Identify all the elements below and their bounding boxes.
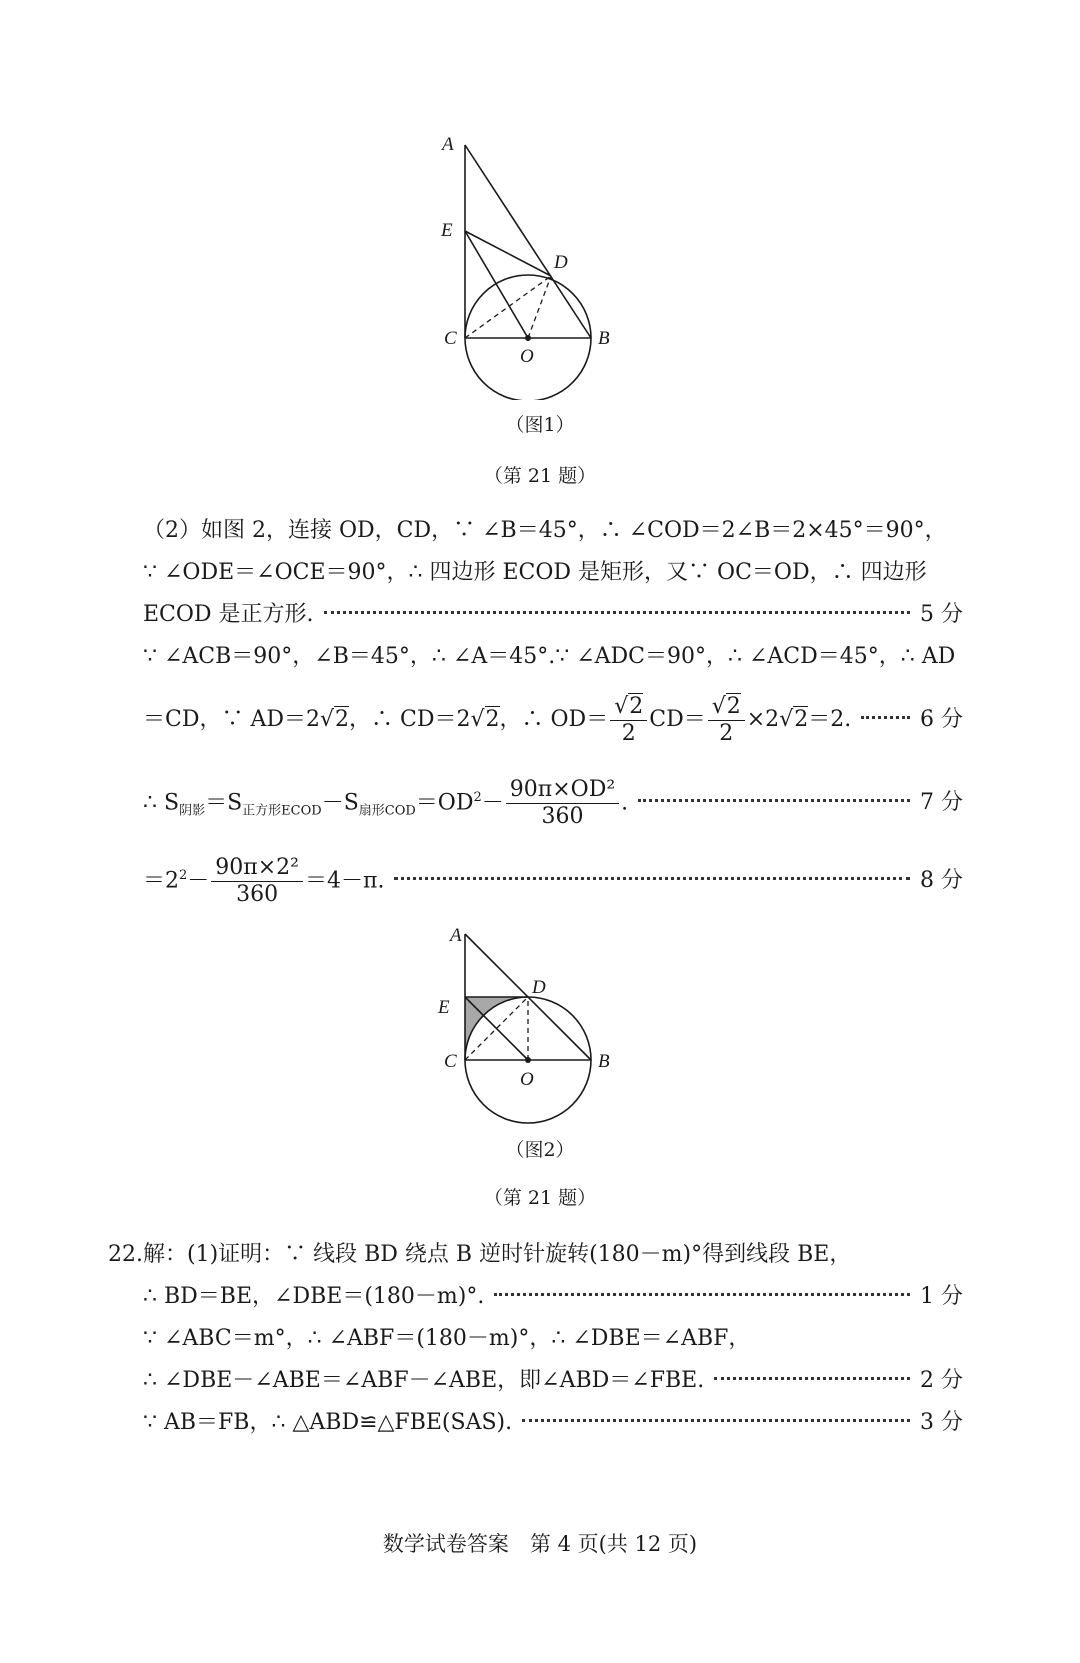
label-A: A	[450, 925, 462, 946]
figure-1-caption: （图1）	[505, 414, 575, 436]
label-B: B	[598, 328, 610, 349]
score-3: 3 分	[920, 1410, 963, 1435]
label-C: C	[444, 1051, 457, 1072]
problem-21-caption-2: （第 21 题）	[483, 1187, 597, 1209]
fraction-sqrt2-over-2: $\frac{√2}{2}$	[610, 694, 647, 747]
part2-line7-expr	[143, 846, 384, 911]
part2-line3	[143, 600, 963, 630]
figure-1-diagram	[420, 120, 640, 400]
expr-text: ，∴ OD＝	[499, 707, 609, 732]
part2-line1: （2）如图 2，连接 OD，CD，∵ ∠B＝45°，∴ ∠COD＝2∠B＝2×45°＝90°，	[143, 518, 947, 543]
fraction-sector-area	[506, 777, 619, 830]
expr-text: ＝S	[205, 790, 243, 816]
subscript: 阴影	[179, 803, 206, 819]
page-footer: 数学试卷答案 第 4 页(共 12 页)	[382, 1532, 698, 1556]
label-E: E	[438, 997, 450, 1018]
frac-num: 90π×2²	[211, 855, 303, 882]
score-2: 2 分	[920, 1368, 963, 1393]
sqrt-value: 2	[335, 707, 350, 732]
frac-den: 360	[236, 881, 279, 907]
expr-text: ×2	[746, 707, 780, 732]
expr-text: ＝4－π.	[305, 868, 385, 894]
expr-text: ∴ S	[143, 790, 180, 816]
part2-line4: ∵ ∠ACB＝90°，∠B＝45°，∴ ∠A＝45°.∵ ∠ADC＝90°，∴ ∠ACD＝45°，∴ AD	[143, 644, 956, 669]
label-C: C	[444, 328, 457, 349]
subscript: 扇形COD	[358, 803, 416, 819]
dot-leader	[714, 1377, 910, 1380]
part2-line5-expr: ＝CD，∵ AD＝2√2，∴ CD＝2√2，∴ OD＝ $\frac{√2}{2}$ CD＝ $\frac{√2}{2}$ ×2√2＝2.	[143, 693, 852, 746]
frac-num: 2	[629, 693, 644, 719]
frac-num: 2	[726, 693, 741, 719]
q22-line4	[143, 1366, 963, 1396]
dot-leader	[522, 1419, 910, 1422]
dot-leader	[394, 877, 910, 880]
score-8: 8 分	[920, 868, 963, 894]
sqrt-value: 2	[485, 707, 500, 732]
label-D: D	[532, 977, 546, 998]
fraction-sqrt2-over-2: $\frac{√2}{2}$	[708, 694, 745, 747]
figure-2	[420, 915, 640, 1125]
superscript: 2	[179, 868, 188, 883]
label-O: O	[520, 346, 534, 367]
expr-text: ，∴ CD＝2	[349, 707, 471, 732]
fraction-sector-value	[211, 855, 303, 908]
score-1: 1 分	[920, 1284, 963, 1309]
part2-line3-text: ECOD 是正方形.	[143, 602, 314, 627]
part2-line7	[143, 846, 963, 911]
part2-line5	[143, 690, 963, 750]
dot-leader	[638, 799, 910, 802]
score-7: 7 分	[920, 790, 963, 816]
figure-2-caption: （图2）	[505, 1139, 575, 1161]
expr-text: ＝CD，∵ AD＝2	[143, 707, 320, 732]
expr-text: －	[187, 868, 210, 894]
frac-den: 2	[719, 720, 734, 746]
expr-text: ＝2.	[808, 707, 852, 732]
superscript: 2	[473, 790, 482, 805]
expr-text: －S	[321, 790, 359, 816]
part2-line6-expr	[143, 768, 628, 842]
expr-text: .	[621, 790, 629, 816]
label-E: E	[441, 220, 453, 241]
expr-text: CD＝	[649, 707, 706, 732]
q22-line1: 22.解：(1)证明：∵ 线段 BD 绕点 B 逆时针旋转(180－m)°得到线段 BE，	[108, 1242, 852, 1267]
label-A: A	[442, 134, 454, 155]
label-B: B	[598, 1051, 610, 1072]
label-D: D	[554, 252, 568, 273]
q22-line2-text: ∴ BD＝BE，∠DBE＝(180－m)°.	[143, 1284, 485, 1309]
expr-text: －	[481, 790, 504, 816]
subscript: 正方形ECOD	[242, 803, 322, 819]
q22-line2	[143, 1282, 963, 1312]
q22-line5-text: ∵ AB＝FB，∴ △ABD≌△FBE(SAS).	[143, 1410, 513, 1435]
expr-text: ＝2	[143, 868, 179, 894]
score-5: 5 分	[920, 602, 963, 627]
dot-leader	[861, 716, 910, 719]
figure-1	[420, 120, 640, 400]
score-6: 6 分	[920, 707, 963, 732]
figure-2-diagram	[420, 915, 640, 1125]
frac-den: 2	[621, 720, 636, 746]
q22-line4-text: ∴ ∠DBE－∠ABE＝∠ABF－∠ABE，即∠ABD＝∠FBE.	[143, 1368, 705, 1393]
dot-leader	[324, 611, 910, 614]
q22-line3: ∵ ∠ABC＝m°，∴ ∠ABF＝(180－m)°，∴ ∠DBE＝∠ABF，	[143, 1326, 751, 1351]
part2-line2: ∵ ∠ODE＝∠OCE＝90°，∴ 四边形 ECOD 是矩形，又∵ OC＝OD，∴ 四边形	[143, 560, 927, 585]
problem-21-caption-1: （第 21 题）	[483, 465, 597, 487]
sqrt-value: 2	[794, 707, 809, 732]
label-O: O	[520, 1069, 534, 1090]
dot-leader	[494, 1293, 910, 1296]
expr-text: ＝OD	[415, 790, 474, 816]
q22-line5	[143, 1408, 963, 1438]
part2-line6	[143, 768, 963, 842]
frac-den: 360	[541, 803, 584, 829]
frac-num: 90π×OD²	[506, 777, 619, 804]
